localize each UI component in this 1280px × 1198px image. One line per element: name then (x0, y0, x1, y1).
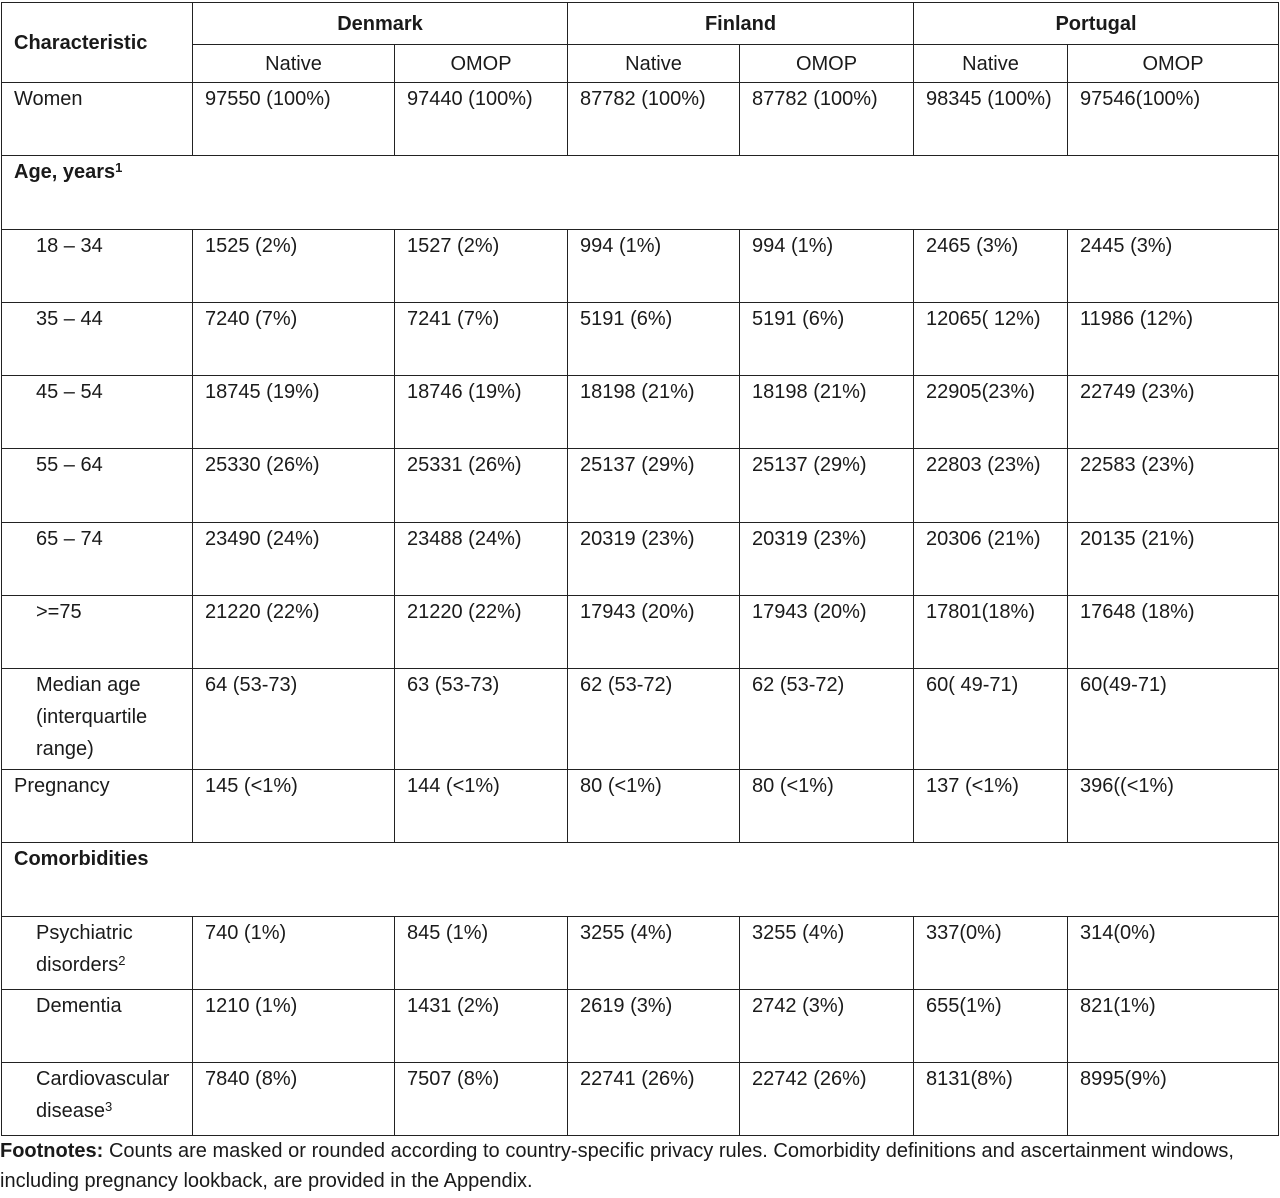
cell-value: 23488 (24%) (395, 523, 568, 596)
cell-value: 7240 (7%) (193, 303, 395, 376)
table-row (2, 523, 1279, 596)
row-label: 35 – 44 (2, 303, 193, 376)
cell-value: 1210 (1%) (193, 990, 395, 1063)
table-row (2, 303, 1279, 376)
row-label: 45 – 54 (2, 376, 193, 449)
cell-value: 18198 (21%) (740, 376, 914, 449)
cell-value: 64 (53-73) (193, 669, 395, 770)
cell-value: 2619 (3%) (568, 990, 740, 1063)
cell-value: 22583 (23%) (1068, 449, 1279, 523)
cell-value: 1527 (2%) (395, 230, 568, 303)
cell-value: 7507 (8%) (395, 1063, 568, 1136)
cell-value: 25330 (26%) (193, 449, 395, 523)
cell-value: 655(1%) (914, 990, 1068, 1063)
cell-value: 22742 (26%) (740, 1063, 914, 1136)
cell-value: 994 (1%) (740, 230, 914, 303)
cell-value: 994 (1%) (568, 230, 740, 303)
section-row-age (2, 156, 1279, 230)
cell-value: 1431 (2%) (395, 990, 568, 1063)
subheader-finland-native: Native (568, 45, 740, 83)
cell-value: 8131(8%) (914, 1063, 1068, 1136)
cell-value: 25137 (29%) (740, 449, 914, 523)
cell-value: 7840 (8%) (193, 1063, 395, 1136)
header-characteristic: Characteristic (2, 3, 193, 83)
subheader-denmark-native: Native (193, 45, 395, 83)
section-row-comorbidities (2, 843, 1279, 917)
row-label: 55 – 64 (2, 449, 193, 523)
cell-value: 3255 (4%) (740, 917, 914, 990)
cell-value: 17943 (20%) (740, 596, 914, 669)
subheader-portugal-omop: OMOP (1068, 45, 1279, 83)
footnote-label: Footnotes: (0, 1140, 104, 1162)
cell-value: 80 (<1%) (568, 770, 740, 843)
cell-value: 97440 (100%) (395, 83, 568, 156)
cell-value: 5191 (6%) (568, 303, 740, 376)
cell-value: 80 (<1%) (740, 770, 914, 843)
cell-value: 2742 (3%) (740, 990, 914, 1063)
cell-value: 17801(18%) (914, 596, 1068, 669)
cell-value: 20319 (23%) (568, 523, 740, 596)
cell-value: 22741 (26%) (568, 1063, 740, 1136)
cell-value: 2445 (3%) (1068, 230, 1279, 303)
cell-value: 25137 (29%) (568, 449, 740, 523)
cell-value: 21220 (22%) (193, 596, 395, 669)
subheader-denmark-omop: OMOP (395, 45, 568, 83)
row-label: 65 – 74 (2, 523, 193, 596)
cell-value: 87782 (100%) (740, 83, 914, 156)
cell-value: 740 (1%) (193, 917, 395, 990)
cell-value: 821(1%) (1068, 990, 1279, 1063)
table-footnote (0, 1136, 1234, 1196)
cell-value: 3255 (4%) (568, 917, 740, 990)
cell-value: 21220 (22%) (395, 596, 568, 669)
cell-value: 18746 (19%) (395, 376, 568, 449)
cell-value: 137 (<1%) (914, 770, 1068, 843)
cell-value: 20306 (21%) (914, 523, 1068, 596)
cell-value: 18198 (21%) (568, 376, 740, 449)
cell-value: 97550 (100%) (193, 83, 395, 156)
cell-value: 145 (<1%) (193, 770, 395, 843)
header-portugal: Portugal (914, 3, 1279, 45)
header-finland: Finland (568, 3, 914, 45)
cell-value: 87782 (100%) (568, 83, 740, 156)
cell-value: 1525 (2%) (193, 230, 395, 303)
cell-value: 845 (1%) (395, 917, 568, 990)
footnote-text: Counts are masked or rounded according to country-specific privacy rules. Comorbidity definitions and ascertainment windows, including pregnancy lookback, are provided in the Appendix. (0, 1140, 1234, 1192)
header-row-sources (2, 45, 1279, 83)
table-row (2, 669, 1279, 770)
cell-value: 97546(100%) (1068, 83, 1279, 156)
row-label: Dementia (2, 990, 193, 1063)
cell-value: 23490 (24%) (193, 523, 395, 596)
cell-value: 17648 (18%) (1068, 596, 1279, 669)
footnote-marker: 2 (118, 953, 126, 968)
row-label-text: Cardiovascular disease (36, 1068, 170, 1122)
row-label: 18 – 34 (2, 230, 193, 303)
cell-value: 5191 (6%) (740, 303, 914, 376)
cell-value: 62 (53-72) (568, 669, 740, 770)
cell-value: 8995(9%) (1068, 1063, 1279, 1136)
row-label: Pregnancy (2, 770, 193, 843)
row-label-text: Psychiatric disorders (36, 922, 133, 976)
row-label (2, 917, 193, 990)
header-denmark: Denmark (193, 3, 568, 45)
cell-value: 20319 (23%) (740, 523, 914, 596)
cell-value: 17943 (20%) (568, 596, 740, 669)
cell-value: 98345 (100%) (914, 83, 1068, 156)
section-heading-comorbidities: Comorbidities (2, 843, 1279, 917)
cell-value: 11986 (12%) (1068, 303, 1279, 376)
cell-value: 60(49-71) (1068, 669, 1279, 770)
row-label: Median age (interquartile range) (2, 669, 193, 770)
footnote-marker: 3 (104, 1099, 113, 1114)
cell-value: 314(0%) (1068, 917, 1279, 990)
characteristics-table (1, 2, 1279, 1136)
table-row (2, 770, 1279, 843)
cell-value: 22905(23%) (914, 376, 1068, 449)
table-row (2, 230, 1279, 303)
cell-value: 18745 (19%) (193, 376, 395, 449)
row-label (2, 1063, 193, 1136)
cell-value: 7241 (7%) (395, 303, 568, 376)
cell-value: 144 (<1%) (395, 770, 568, 843)
table-row (2, 917, 1279, 990)
cell-value: 22803 (23%) (914, 449, 1068, 523)
cell-value: 60( 49-71) (914, 669, 1068, 770)
table-row (2, 376, 1279, 449)
cell-value: 396((<1%) (1068, 770, 1279, 843)
cell-value: 63 (53-73) (395, 669, 568, 770)
subheader-portugal-native: Native (914, 45, 1068, 83)
cell-value: 12065( 12%) (914, 303, 1068, 376)
table-row (2, 596, 1279, 669)
cell-value: 20135 (21%) (1068, 523, 1279, 596)
cell-value: 25331 (26%) (395, 449, 568, 523)
section-label: Age, years (14, 161, 116, 183)
cell-value: 62 (53-72) (740, 669, 914, 770)
footnote-marker: 1 (115, 160, 123, 175)
cell-value: 22749 (23%) (1068, 376, 1279, 449)
cell-value: 2465 (3%) (914, 230, 1068, 303)
cell-value: 337(0%) (914, 917, 1068, 990)
row-label: >=75 (2, 596, 193, 669)
subheader-finland-omop: OMOP (740, 45, 914, 83)
table-row (2, 990, 1279, 1063)
section-heading-age (2, 156, 1279, 230)
header-row-countries (2, 3, 1279, 45)
table-row (2, 1063, 1279, 1136)
table-row (2, 83, 1279, 156)
row-label: Women (2, 83, 193, 156)
table-row (2, 449, 1279, 523)
